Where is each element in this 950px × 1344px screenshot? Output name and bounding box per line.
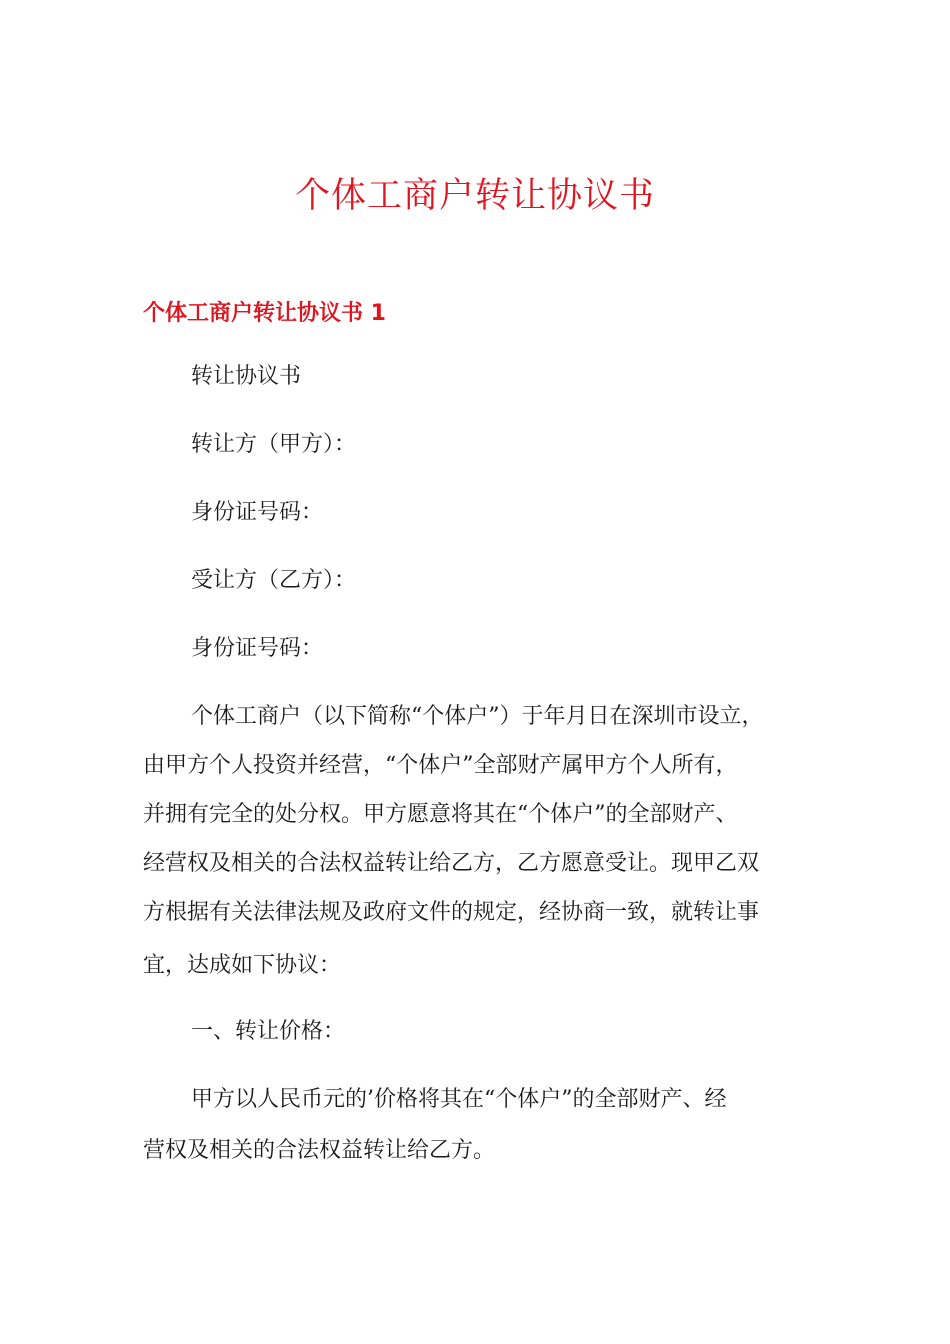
paragraph-agreement-label: 转让协议书 <box>191 364 302 389</box>
paragraph-body-line: 经营权及相关的合法权益转让给乙方，乙方愿意受让。现甲乙双 <box>143 851 760 876</box>
paragraph-body-line: 宜，达成如下协议： <box>143 953 342 978</box>
paragraph-body-line: 方根据有关法律法规及政府文件的规定，经协商一致，就转让事 <box>143 900 760 925</box>
paragraph-body-line: 并拥有完全的处分权。甲方愿意将其在“个体户”的全部财产、 <box>143 802 738 827</box>
paragraph-transferee-id: 身份证号码： <box>191 636 324 661</box>
clause-heading-price: 一、转让价格： <box>191 1019 346 1044</box>
paragraph-transferor: 转让方（甲方）： <box>191 432 357 457</box>
document-title: 个体工商户转让协议书 <box>294 176 655 216</box>
clause-body-line: 营权及相关的合法权益转让给乙方。 <box>143 1138 496 1163</box>
paragraph-body-line: 由甲方个人投资并经营，“个体户”全部财产属甲方个人所有， <box>143 753 738 778</box>
section-heading: 个体工商户转让协议书 1 <box>143 301 386 326</box>
paragraph-transferee: 受让方（乙方）： <box>191 568 357 593</box>
paragraph-body-line: 个体工商户（以下简称“个体户”）于年月日在深圳市设立， <box>191 704 764 729</box>
paragraph-transferor-id: 身份证号码： <box>191 500 324 525</box>
clause-body-line: 甲方以人民币元的’价格将其在“个体户”的全部财产、经 <box>191 1087 727 1112</box>
